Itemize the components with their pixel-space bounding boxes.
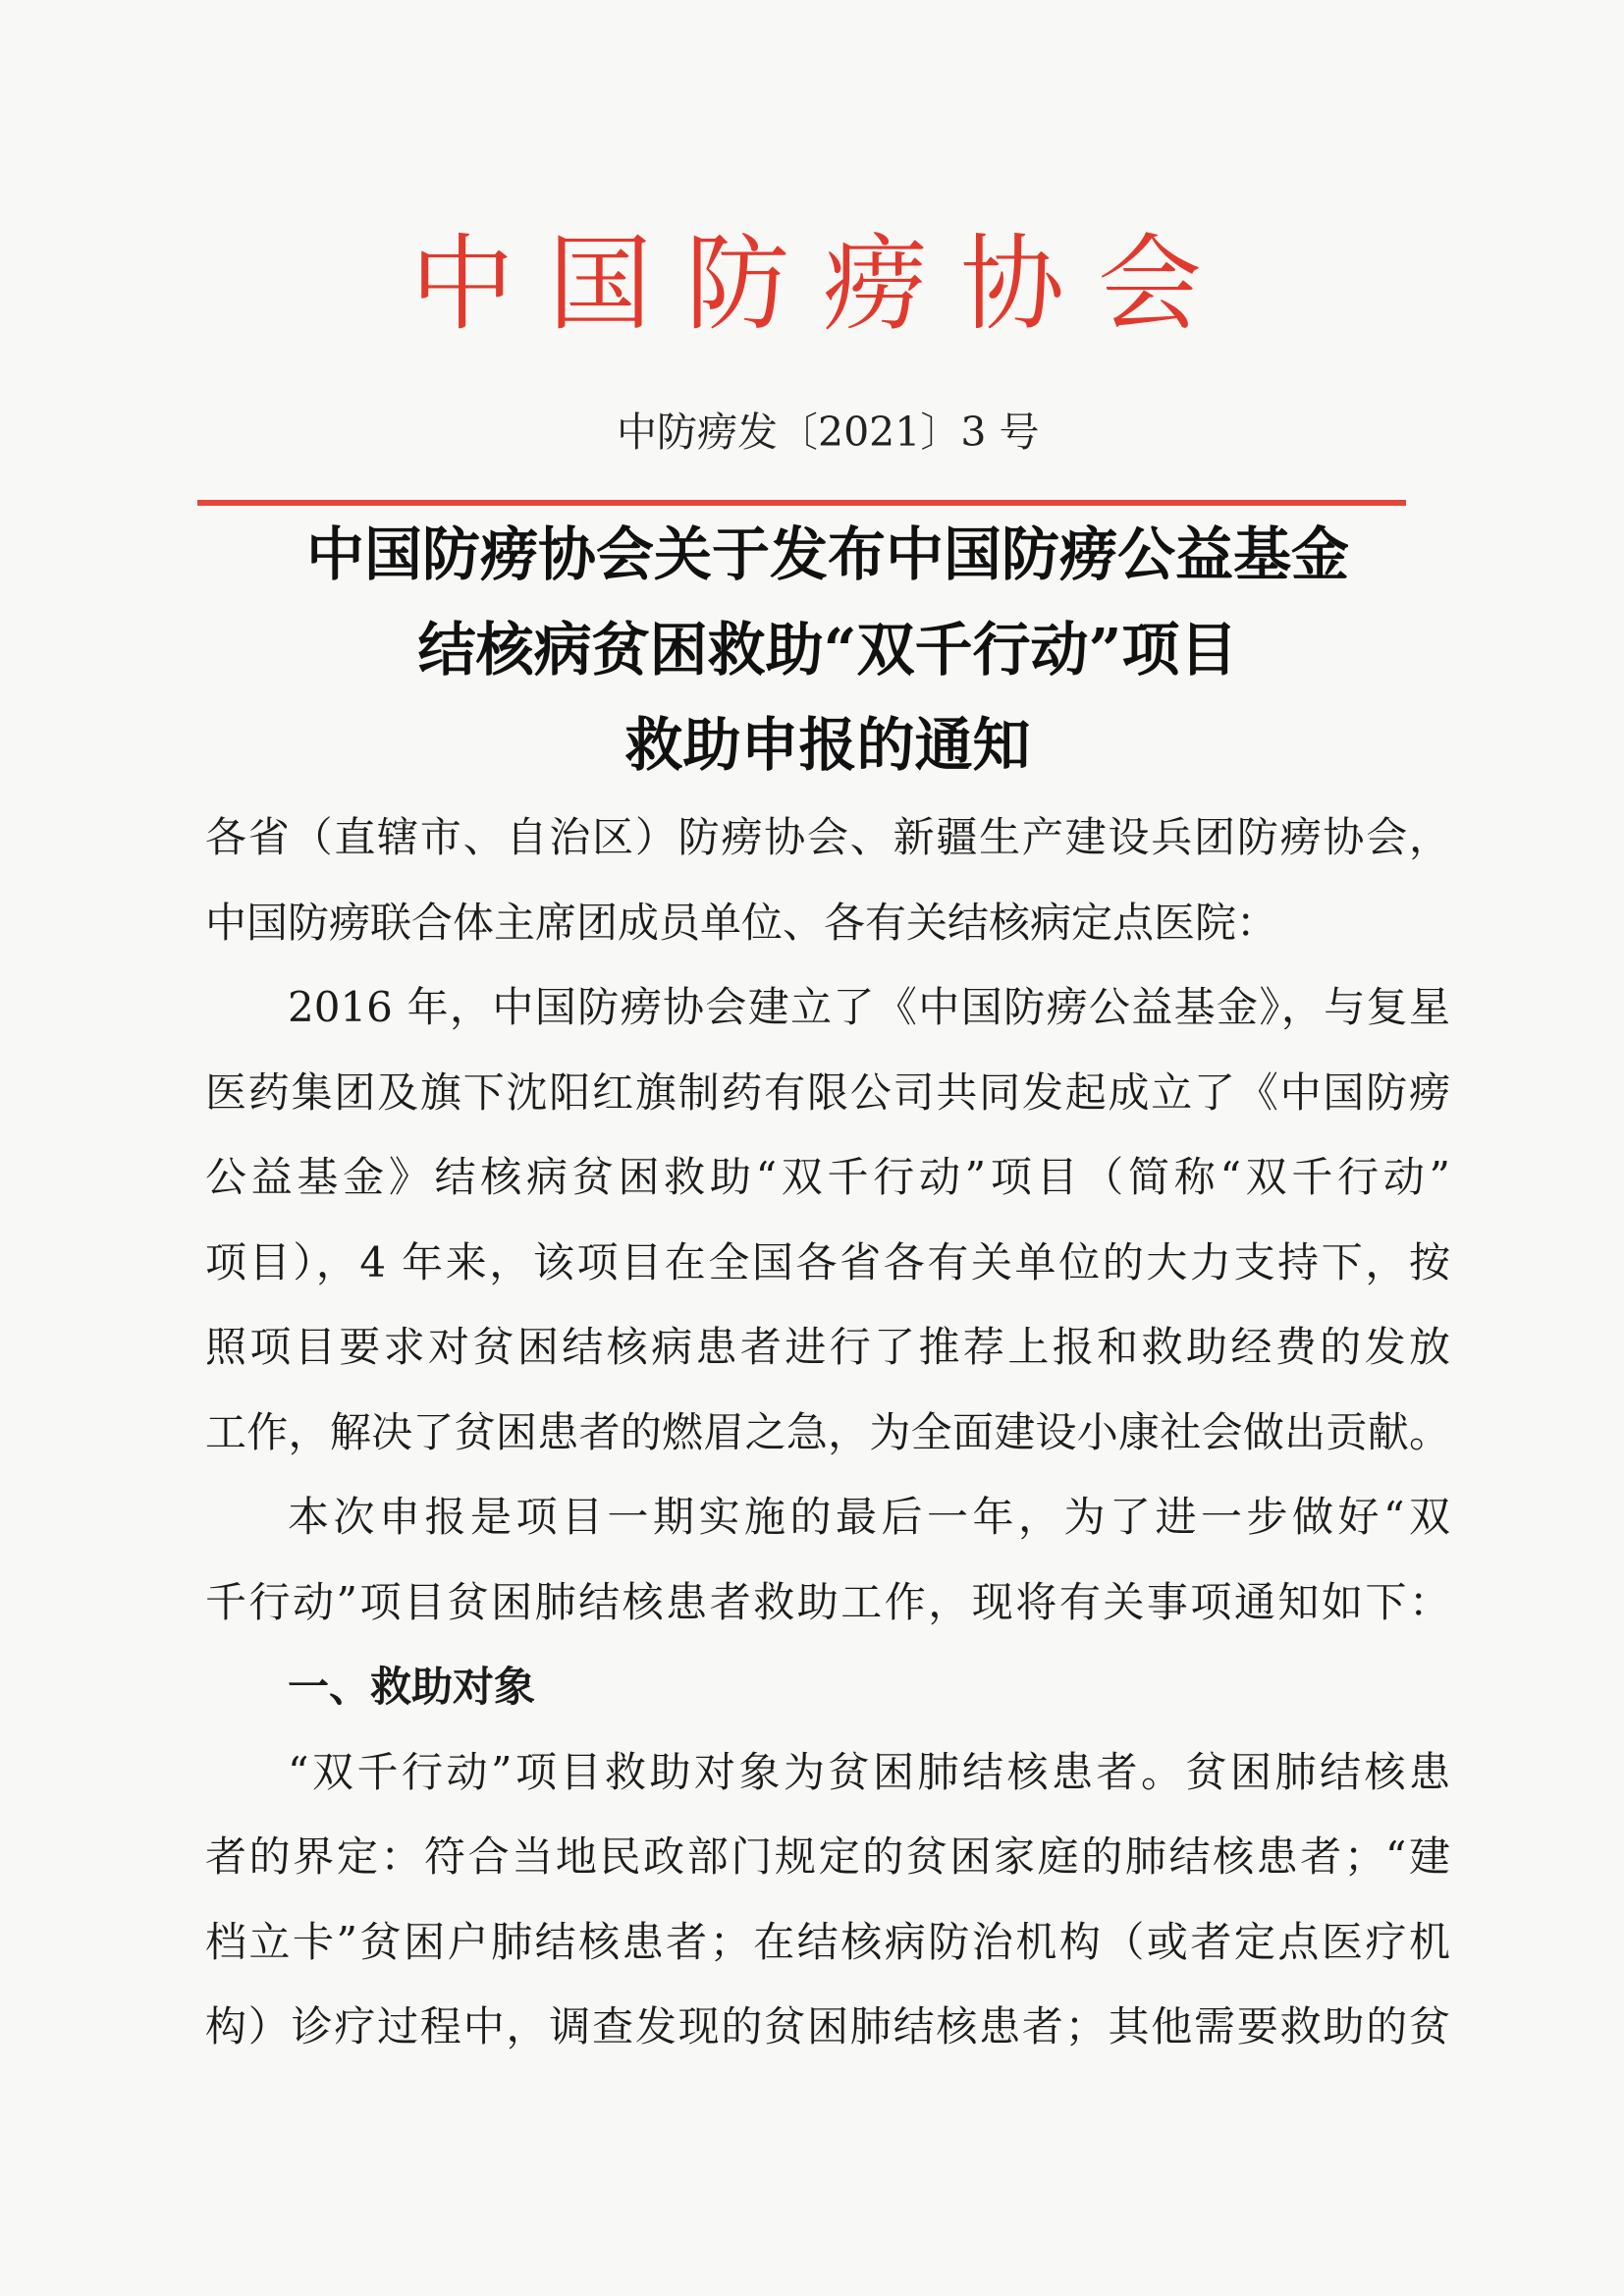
title-line-3: 救助申报的通知 bbox=[624, 711, 1031, 779]
section-heading-1: 一、救助对象 bbox=[288, 1663, 536, 1711]
paragraph-1-line-1: 2016 年，中国防痨协会建立了《中国防痨公益基金》，与复星 bbox=[288, 983, 1450, 1031]
paragraph-1-line-5: 照项目要求对贫困结核病患者进行了推荐上报和救助经费的发放 bbox=[205, 1323, 1450, 1371]
paragraph-2-line-1: 本次申报是项目一期实施的最后一年，为了进一步做好“双 bbox=[288, 1493, 1450, 1541]
addressee-line-2: 中国防痨联合体主席团成员单位、各有关结核病定点医院： bbox=[205, 898, 1278, 947]
document-body bbox=[205, 795, 1450, 2070]
paragraph-3-line-4: 构）诊疗过程中，调查发现的贫困肺结核患者；其他需要救助的贫 bbox=[205, 2002, 1450, 2050]
paragraph-1-line-6: 工作，解决了贫困患者的燃眉之急，为全面建设小康社会做出贡献。 bbox=[205, 1407, 1450, 1456]
document-title bbox=[205, 507, 1450, 793]
paragraph-3-line-3: 档立卡”贫困户肺结核患者；在结核病防治机构（或者定点医疗机 bbox=[205, 1917, 1450, 1966]
paragraph-2-line-2: 千行动”项目贫困肺结核患者救助工作，现将有关事项通知如下： bbox=[205, 1577, 1450, 1626]
addressee-line-1: 各省（直辖市、自治区）防痨协会、新疆生产建设兵团防痨协会， bbox=[205, 813, 1450, 861]
red-divider-rule bbox=[197, 500, 1406, 506]
paragraph-3-line-1: “双千行动”项目救助对象为贫困肺结核患者。贫困肺结核患 bbox=[288, 1747, 1450, 1796]
title-line-2: 结核病贫困救助“双千行动”项目 bbox=[417, 616, 1238, 683]
org-header: 中国防痨协会 bbox=[410, 224, 1235, 345]
title-line-1: 中国防痨协会关于发布中国防痨公益基金 bbox=[305, 520, 1349, 588]
document-number: 中防痨发〔2021〕3 号 bbox=[617, 409, 1040, 456]
paragraph-1-line-2: 医药集团及旗下沈阳红旗制药有限公司共同发起成立了《中国防痨 bbox=[205, 1067, 1450, 1117]
paragraph-1-line-4: 项目），4 年来，该项目在全国各省各有关单位的大力支持下，按 bbox=[205, 1237, 1450, 1286]
paragraph-1-line-3: 公益基金》结核病贫困救助“双千行动”项目（简称“双千行动” bbox=[205, 1153, 1450, 1201]
paragraph-3-line-2: 者的界定：符合当地民政部门规定的贫困家庭的肺结核患者；“建 bbox=[205, 1832, 1450, 1881]
